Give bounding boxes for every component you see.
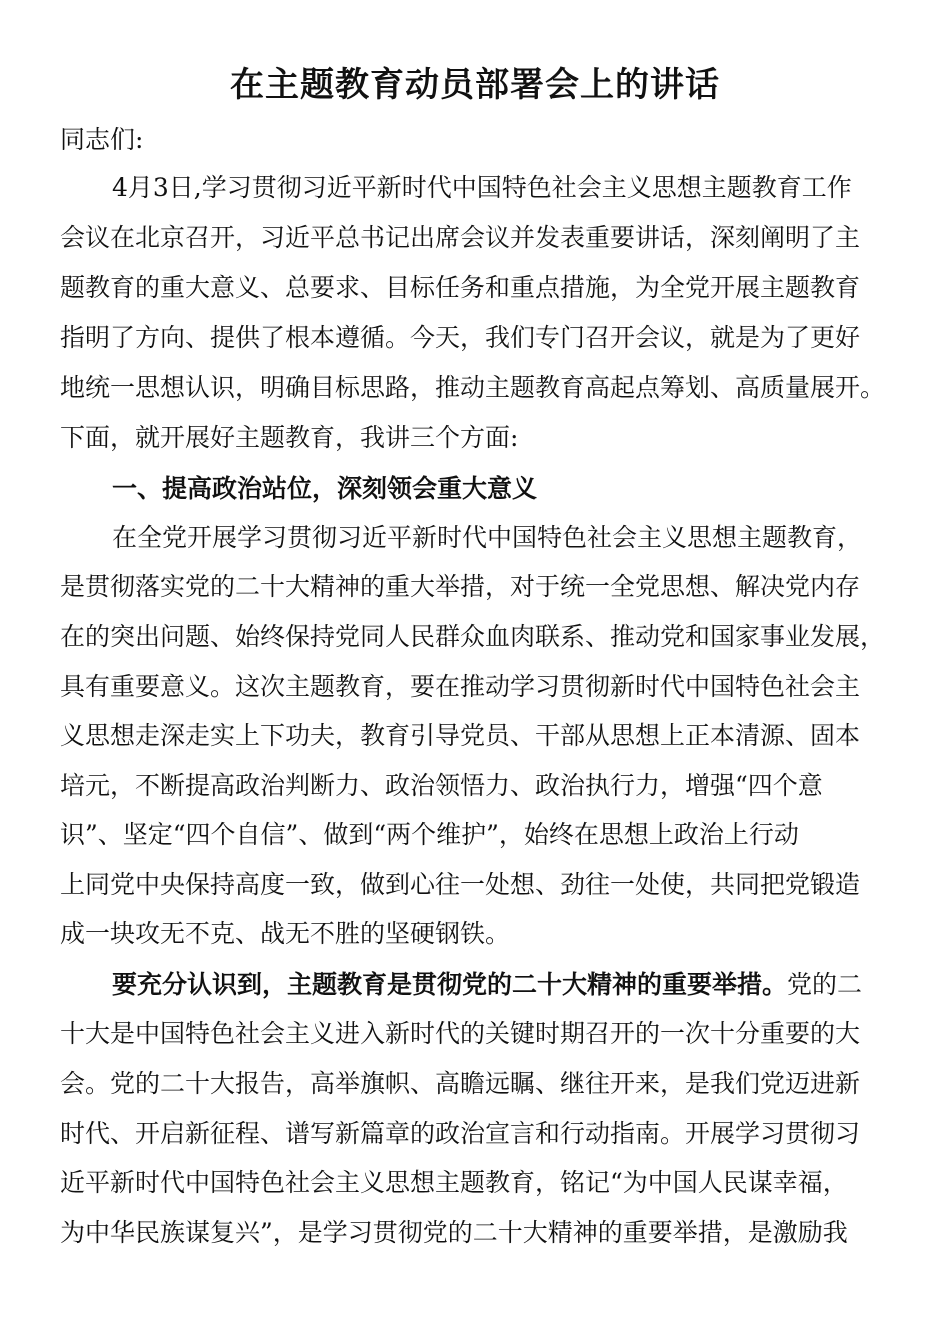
section-heading: 一、提高政治站位，深刻领会重大意义 <box>112 474 538 503</box>
paragraph-line: 近平新时代中国特色社会主义思想主题教育，铭记“为中国人民谋幸福， <box>60 1168 848 1197</box>
paragraph-line: 为中华民族谋复兴”，是学习贯彻党的二十大精神的重要举措，是激励我 <box>60 1218 848 1247</box>
paragraph-line: 十大是中国特色社会主义进入新时代的关键时期召开的一次十分重要的大 <box>60 1019 861 1048</box>
salutation: 同志们: <box>60 125 144 154</box>
document-title: 在主题教育动员部署会上的讲话 <box>230 65 720 105</box>
paragraph-line: 上同党中央保持高度一致，做到心往一处想、劲往一处使，共同把党锻造 <box>60 870 861 899</box>
paragraph-line: 成一块攻无不克、战无不胜的坚硬钢铁。 <box>60 919 511 948</box>
paragraph-line: 在全党开展学习贯彻习近平新时代中国特色社会主义思想主题教育， <box>112 523 863 552</box>
paragraph-line: 会。党的二十大报告，高举旗帜、高瞻远瞩、继往开来，是我们党迈进新 <box>60 1069 861 1098</box>
paragraph-line: 指明了方向、提供了根本遵循。今天，我们专门召开会议，就是为了更好 <box>60 323 861 352</box>
paragraph-line: 是贯彻落实党的二十大精神的重大举措，对于统一全党思想、解决党内存 <box>60 572 861 601</box>
paragraph-line: 题教育的重大意义、总要求、目标任务和重点措施，为全党开展主题教育 <box>60 273 861 302</box>
paragraph-continuation: 党的二 <box>787 970 863 999</box>
paragraph-line: 在的突出问题、始终保持党同人民群众血肉联系、推动党和国家事业发展， <box>60 622 886 651</box>
bold-lead-sentence: 要充分认识到，主题教育是贯彻党的二十大精神的重要举措。 <box>112 970 788 999</box>
paragraph-line: 时代、开启新征程、谱写新篇章的政治宣言和行动指南。开展学习贯彻习 <box>60 1119 861 1148</box>
paragraph-line: 4月3日,学习贯彻习近平新时代中国特色社会主义思想主题教育工作 <box>112 173 852 202</box>
paragraph-line: 下面，就开展好主题教育，我讲三个方面: <box>60 423 519 452</box>
paragraph-line: 会议在北京召开，习近平总书记出席会议并发表重要讲话，深刻阐明了主 <box>60 223 861 252</box>
paragraph-line: 识”、坚定“四个自信”、做到“两个维护”，始终在思想上政治上行动 <box>60 820 799 849</box>
paragraph-line: 具有重要意义。这次主题教育，要在推动学习贯彻新时代中国特色社会主 <box>60 672 861 701</box>
paragraph-line: 义思想走深走实上下功夫，教育引导党员、干部从思想上正本清源、固本 <box>60 721 861 750</box>
paragraph-line: 地统一思想认识，明确目标思路，推动主题教育高起点筹划、高质量展开。 <box>60 373 886 402</box>
paragraph-line: 培元，不断提高政治判断力、政治领悟力、政治执行力，增强“四个意 <box>60 771 823 800</box>
paragraph-first-line <box>112 968 862 1002</box>
